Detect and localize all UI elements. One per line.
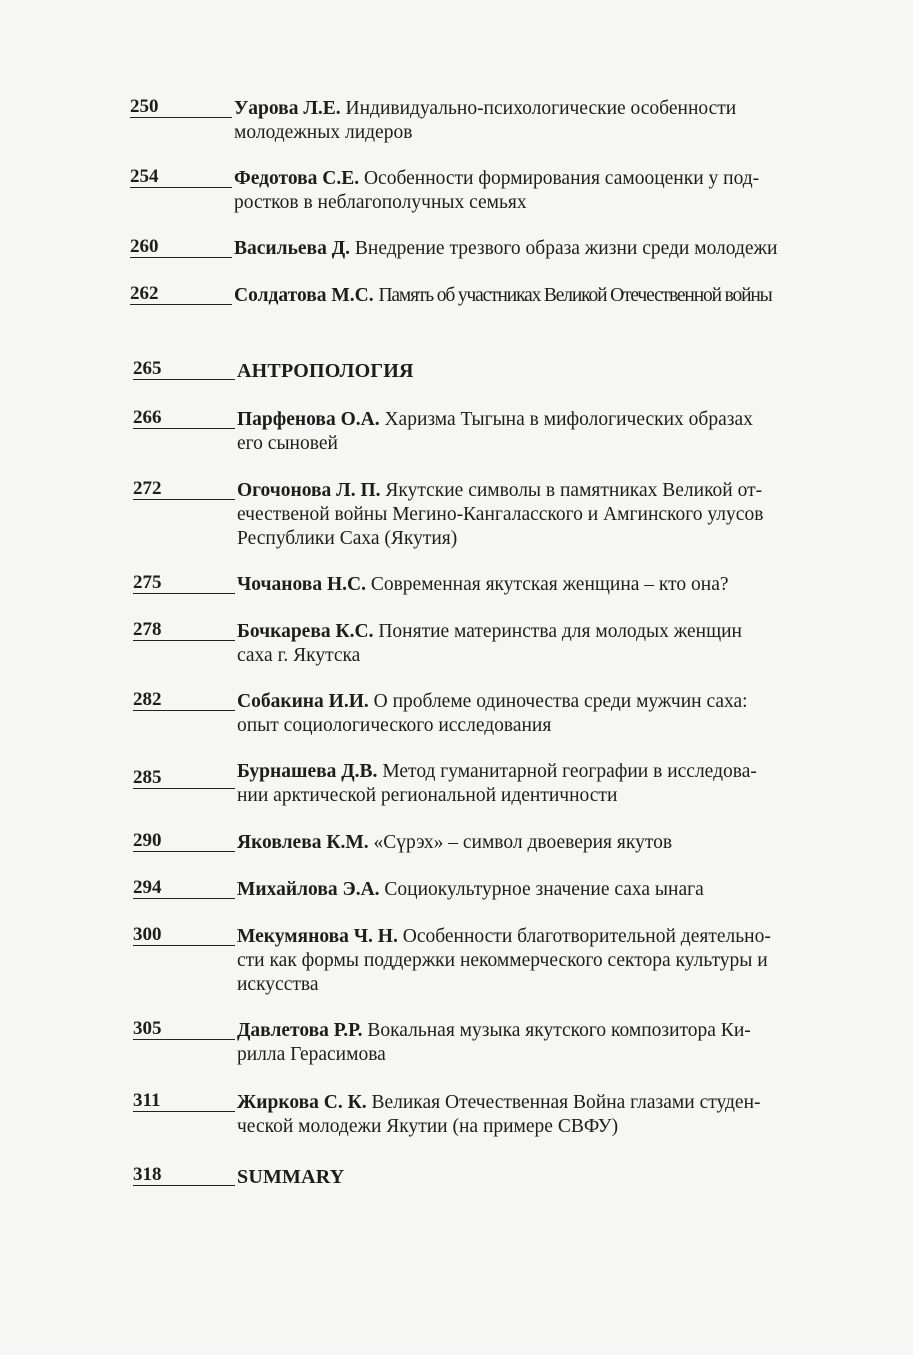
entry-title: Понятие материнства для молодых женщин [378, 621, 742, 642]
entry-author: Васильева Д. [234, 238, 351, 259]
page-number: 305 [133, 1019, 235, 1040]
entry-title-line2: молодежных лидеров [234, 122, 413, 143]
toc-entry [133, 925, 845, 997]
toc-entry [133, 878, 843, 902]
entry-title: Внедрение трезвого образа жизни среди молодежи [354, 238, 778, 259]
entry-text [237, 408, 843, 456]
entry-text [237, 620, 843, 668]
toc-entry [133, 620, 843, 668]
page-number: 300 [133, 925, 235, 946]
toc-entry [133, 760, 843, 808]
entry-title: Вокальная музыка якутского композитора Ки- [367, 1020, 751, 1041]
entry-text [237, 479, 843, 551]
toc-entry [133, 690, 843, 738]
entry-title: О проблеме одиночества среди мужчин саха: [373, 691, 748, 712]
entry-title: Метод гуманитарной географии в исследова- [382, 761, 757, 782]
entry-title: Якутские символы в памятниках Великой от- [385, 480, 763, 501]
page-number: 260 [130, 237, 232, 258]
entry-title-line2: саха г. Якутска [237, 645, 361, 666]
entry-title-line2: нии арктической региональной идентичности [237, 785, 618, 806]
page-number: 272 [133, 479, 235, 500]
entry-title: Память об участниках Великой Отечественной войны [378, 285, 772, 306]
entry-title-line3: Республики Саха (Якутия) [237, 528, 458, 549]
entry-text [234, 167, 840, 215]
page-number: 265 [133, 359, 235, 380]
page-number: 318 [133, 1165, 235, 1186]
toc-entry [130, 237, 840, 261]
entry-author: Давлетова Р.Р. [237, 1020, 363, 1041]
entry-author: Чочанова Н.С. [237, 574, 366, 595]
entry-title: Особенности формирования самооценки у под- [363, 168, 760, 189]
entry-title: Особенности благотворительной деятельно- [402, 926, 771, 947]
page-number: 250 [130, 97, 232, 118]
entry-text [234, 237, 840, 261]
entry-text [237, 1091, 843, 1139]
entry-author: Яковлева К.М. [237, 832, 369, 853]
entry-text [237, 925, 845, 997]
entry-title-line2: опыт социологического исследования [237, 715, 552, 736]
entry-title-line2: ечественой войны Мегино-Кангаласского и Амгинского улусов [237, 504, 764, 525]
entry-title-line2: его сыновей [237, 433, 338, 454]
entry-title-line2: ростков в неблагополучных семьях [234, 192, 527, 213]
toc-entry [130, 167, 840, 215]
entry-author: Жиркова С. К. [237, 1092, 367, 1113]
entry-author: Огочонова Л. П. [237, 480, 381, 501]
toc-entry [133, 479, 843, 551]
entry-title: Современная якутская женщина – кто она? [370, 574, 729, 595]
entry-text [237, 831, 843, 855]
entry-title-line2: ческой молодежи Якутии (на примере СВФУ) [237, 1116, 619, 1137]
entry-text [237, 1019, 843, 1067]
page-number: 290 [133, 831, 235, 852]
page-number: 311 [133, 1091, 235, 1112]
entry-title-line2: рилла Герасимова [237, 1044, 386, 1065]
entry-author: Мекумянова Ч. Н. [237, 926, 398, 947]
toc-section-heading [133, 359, 843, 383]
toc-entry [133, 1019, 843, 1067]
entry-text [237, 690, 843, 738]
entry-title: Великая Отечественная Война глазами студен- [371, 1092, 761, 1113]
page-number: 254 [130, 167, 232, 188]
entry-title-line3: искусства [237, 974, 319, 995]
entry-text [234, 284, 840, 308]
toc-entry [130, 97, 840, 145]
page-number: 262 [130, 284, 232, 305]
entry-author: Бурнашева Д.В. [237, 761, 378, 782]
toc-entry [133, 408, 843, 456]
toc-entry [133, 1091, 843, 1139]
section-heading: SUMMARY [237, 1166, 345, 1188]
toc-entry [133, 831, 843, 855]
entry-author: Уарова Л.Е. [234, 98, 341, 119]
toc-entry [133, 573, 843, 597]
entry-author: Федотова С.Е. [234, 168, 360, 189]
entry-title: Социокультурное значение саха ынага [384, 879, 704, 900]
entry-title-line2: сти как формы поддержки некоммерческого сектора культуры и [237, 950, 768, 971]
entry-text [234, 97, 840, 145]
entry-title: «Сүрэх» – символ двоеверия якутов [373, 832, 673, 853]
entry-author: Бочкарева К.С. [237, 621, 374, 642]
entry-text [237, 760, 843, 808]
toc-entry [130, 284, 840, 308]
page-number: 275 [133, 573, 235, 594]
entry-text [237, 573, 843, 597]
page-number: 266 [133, 408, 235, 429]
section-heading: АНТРОПОЛОГИЯ [237, 360, 414, 382]
page-number: 285 [133, 768, 235, 789]
page-number: 278 [133, 620, 235, 641]
entry-title: Харизма Тыгына в мифологических образах [384, 409, 753, 430]
entry-text [237, 878, 843, 902]
page-number: 282 [133, 690, 235, 711]
entry-author: Парфенова О.А. [237, 409, 380, 430]
entry-author: Собакина И.И. [237, 691, 369, 712]
toc-section-heading [133, 1165, 843, 1189]
entry-author: Михайлова Э.А. [237, 879, 380, 900]
entry-author: Солдатова М.С. [234, 285, 374, 306]
entry-title: Индивидуально-психологические особенности [345, 98, 737, 119]
page-number: 294 [133, 878, 235, 899]
